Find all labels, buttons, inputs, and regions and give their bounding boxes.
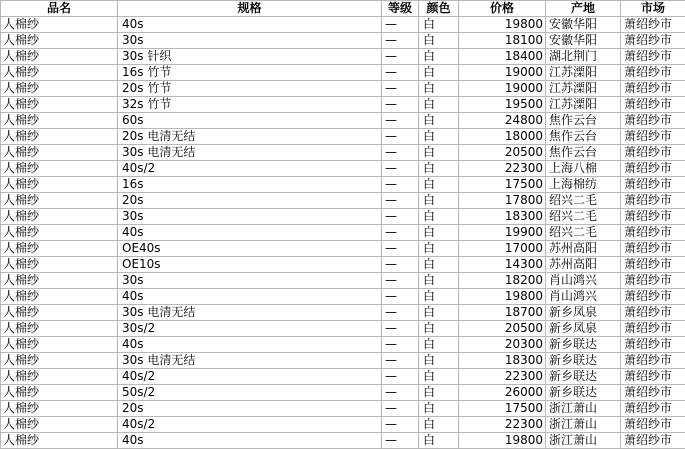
grade-cell: — [382,97,419,113]
price-cell: 18400 [459,49,546,65]
origin-cell: 苏州高阳 [546,257,621,273]
table-row [1,225,685,241]
table-body [1,17,685,449]
market-cell: 萧绍纱市 [621,97,685,113]
product-name-cell: 人棉纱 [1,65,118,81]
header-market: 市场 [621,1,685,17]
color-cell: 白 [419,193,459,209]
table-row [1,273,685,289]
grade-cell: — [382,273,419,289]
grade-cell: — [382,257,419,273]
market-cell: 萧绍纱市 [621,353,685,369]
table-row [1,113,685,129]
market-cell: 萧绍纱市 [621,337,685,353]
origin-cell: 苏州高阳 [546,241,621,257]
header-color: 颜色 [419,1,459,17]
product-name-cell: 人棉纱 [1,241,118,257]
market-cell: 萧绍纱市 [621,113,685,129]
price-cell: 22300 [459,417,546,433]
color-cell: 白 [419,145,459,161]
specification-cell: OE40s [118,241,382,257]
origin-cell: 浙江萧山 [546,417,621,433]
price-cell: 17000 [459,241,546,257]
origin-cell: 绍兴二毛 [546,193,621,209]
price-cell: 14300 [459,257,546,273]
grade-cell: — [382,113,419,129]
origin-cell: 安徽华阳 [546,17,621,33]
grade-cell: — [382,65,419,81]
market-cell: 萧绍纱市 [621,161,685,177]
grade-cell: — [382,225,419,241]
specification-cell: 20s 电清无结 [118,129,382,145]
market-cell: 萧绍纱市 [621,305,685,321]
product-name-cell: 人棉纱 [1,193,118,209]
market-cell: 萧绍纱市 [621,257,685,273]
price-cell: 19800 [459,289,546,305]
table-row [1,97,685,113]
product-name-cell: 人棉纱 [1,401,118,417]
table-row [1,161,685,177]
color-cell: 白 [419,337,459,353]
grade-cell: — [382,289,419,305]
specification-cell: 16s 竹节 [118,65,382,81]
market-cell: 萧绍纱市 [621,401,685,417]
grade-cell: — [382,353,419,369]
origin-cell: 焦作云台 [546,129,621,145]
color-cell: 白 [419,353,459,369]
specification-cell: 50s/2 [118,385,382,401]
table-row [1,385,685,401]
price-cell: 17500 [459,401,546,417]
specification-cell: 30s 电清无结 [118,353,382,369]
origin-cell: 新乡凤泉 [546,305,621,321]
table-row [1,177,685,193]
grade-cell: — [382,193,419,209]
header-price: 价格 [459,1,546,17]
origin-cell: 肖山鸿兴 [546,273,621,289]
color-cell: 白 [419,273,459,289]
origin-cell: 新乡联达 [546,369,621,385]
color-cell: 白 [419,289,459,305]
color-cell: 白 [419,177,459,193]
color-cell: 白 [419,49,459,65]
specification-cell: 20s [118,193,382,209]
grade-cell: — [382,321,419,337]
origin-cell: 江苏溧阳 [546,81,621,97]
product-name-cell: 人棉纱 [1,33,118,49]
origin-cell: 绍兴二毛 [546,225,621,241]
grade-cell: — [382,241,419,257]
market-cell: 萧绍纱市 [621,417,685,433]
origin-cell: 绍兴二毛 [546,209,621,225]
market-cell: 萧绍纱市 [621,225,685,241]
product-name-cell: 人棉纱 [1,305,118,321]
price-cell: 18000 [459,129,546,145]
table-row [1,257,685,273]
table-row [1,81,685,97]
market-cell: 萧绍纱市 [621,289,685,305]
origin-cell: 肖山鸿兴 [546,289,621,305]
origin-cell: 浙江萧山 [546,401,621,417]
product-name-cell: 人棉纱 [1,353,118,369]
color-cell: 白 [419,385,459,401]
product-name-cell: 人棉纱 [1,209,118,225]
header-origin: 产地 [546,1,621,17]
origin-cell: 新乡联达 [546,353,621,369]
market-cell: 萧绍纱市 [621,17,685,33]
grade-cell: — [382,17,419,33]
market-cell: 萧绍纱市 [621,65,685,81]
market-cell: 萧绍纱市 [621,49,685,65]
header-row [1,1,685,17]
product-name-cell: 人棉纱 [1,129,118,145]
specification-cell: 32s 竹节 [118,97,382,113]
grade-cell: — [382,385,419,401]
grade-cell: — [382,433,419,449]
color-cell: 白 [419,209,459,225]
specification-cell: 60s [118,113,382,129]
market-cell: 萧绍纱市 [621,193,685,209]
specification-cell: 20s 竹节 [118,81,382,97]
origin-cell: 焦作云台 [546,145,621,161]
origin-cell: 江苏溧阳 [546,97,621,113]
product-name-cell: 人棉纱 [1,177,118,193]
price-cell: 22300 [459,369,546,385]
price-cell: 17500 [459,177,546,193]
specification-cell: 30s [118,33,382,49]
grade-cell: — [382,305,419,321]
market-cell: 萧绍纱市 [621,273,685,289]
specification-cell: 40s/2 [118,161,382,177]
price-cell: 19800 [459,433,546,449]
product-name-cell: 人棉纱 [1,49,118,65]
specification-cell: OE10s [118,257,382,273]
grade-cell: — [382,369,419,385]
table-row [1,289,685,305]
grade-cell: — [382,209,419,225]
specification-cell: 40s [118,433,382,449]
product-name-cell: 人棉纱 [1,257,118,273]
grade-cell: — [382,417,419,433]
specification-cell: 40s/2 [118,417,382,433]
product-name-cell: 人棉纱 [1,417,118,433]
origin-cell: 上海八棉 [546,161,621,177]
table-row [1,145,685,161]
specification-cell: 40s [118,289,382,305]
specification-cell: 16s [118,177,382,193]
table-row [1,49,685,65]
market-cell: 萧绍纱市 [621,369,685,385]
color-cell: 白 [419,257,459,273]
grade-cell: — [382,129,419,145]
table-row [1,129,685,145]
market-cell: 萧绍纱市 [621,145,685,161]
price-cell: 20500 [459,145,546,161]
specification-cell: 30s/2 [118,321,382,337]
price-cell: 18200 [459,273,546,289]
product-name-cell: 人棉纱 [1,145,118,161]
product-name-cell: 人棉纱 [1,17,118,33]
color-cell: 白 [419,433,459,449]
product-name-cell: 人棉纱 [1,337,118,353]
specification-cell: 30s 针织 [118,49,382,65]
color-cell: 白 [419,305,459,321]
origin-cell: 焦作云台 [546,113,621,129]
price-cell: 18300 [459,353,546,369]
color-cell: 白 [419,113,459,129]
market-cell: 萧绍纱市 [621,385,685,401]
color-cell: 白 [419,369,459,385]
color-cell: 白 [419,241,459,257]
specification-cell: 40s [118,17,382,33]
table-row [1,321,685,337]
market-cell: 萧绍纱市 [621,241,685,257]
table-header [1,1,685,17]
table-row [1,193,685,209]
specification-cell: 30s 电清无结 [118,145,382,161]
table-row [1,305,685,321]
market-cell: 萧绍纱市 [621,177,685,193]
table-row [1,417,685,433]
table-row [1,401,685,417]
price-cell: 18300 [459,209,546,225]
market-cell: 萧绍纱市 [621,209,685,225]
header-grade: 等级 [382,1,419,17]
table-row [1,353,685,369]
origin-cell: 新乡联达 [546,385,621,401]
price-cell: 19900 [459,225,546,241]
product-name-cell: 人棉纱 [1,321,118,337]
product-name-cell: 人棉纱 [1,113,118,129]
grade-cell: — [382,177,419,193]
specification-cell: 30s [118,209,382,225]
price-cell: 26000 [459,385,546,401]
price-cell: 18700 [459,305,546,321]
market-cell: 萧绍纱市 [621,321,685,337]
table-row [1,369,685,385]
color-cell: 白 [419,97,459,113]
color-cell: 白 [419,129,459,145]
origin-cell: 江苏溧阳 [546,65,621,81]
product-name-cell: 人棉纱 [1,273,118,289]
grade-cell: — [382,145,419,161]
color-cell: 白 [419,65,459,81]
color-cell: 白 [419,161,459,177]
table-row [1,65,685,81]
grade-cell: — [382,337,419,353]
price-cell: 22300 [459,161,546,177]
color-cell: 白 [419,81,459,97]
product-name-cell: 人棉纱 [1,225,118,241]
color-cell: 白 [419,401,459,417]
price-cell: 19800 [459,17,546,33]
specification-cell: 40s [118,225,382,241]
price-cell: 24800 [459,113,546,129]
table-row [1,33,685,49]
price-cell: 20300 [459,337,546,353]
market-cell: 萧绍纱市 [621,33,685,49]
table-row [1,209,685,225]
product-name-cell: 人棉纱 [1,97,118,113]
product-name-cell: 人棉纱 [1,385,118,401]
origin-cell: 浙江萧山 [546,433,621,449]
color-cell: 白 [419,321,459,337]
origin-cell: 新乡凤泉 [546,321,621,337]
color-cell: 白 [419,17,459,33]
origin-cell: 安徽华阳 [546,33,621,49]
market-cell: 萧绍纱市 [621,433,685,449]
specification-cell: 30s [118,273,382,289]
origin-cell: 湖北荆门 [546,49,621,65]
product-name-cell: 人棉纱 [1,369,118,385]
price-cell: 18100 [459,33,546,49]
table-row [1,241,685,257]
product-name-cell: 人棉纱 [1,81,118,97]
product-name-cell: 人棉纱 [1,433,118,449]
market-cell: 萧绍纱市 [621,129,685,145]
product-name-cell: 人棉纱 [1,161,118,177]
price-cell: 19500 [459,97,546,113]
specification-cell: 40s [118,337,382,353]
price-cell: 19000 [459,81,546,97]
origin-cell: 上海棉纺 [546,177,621,193]
grade-cell: — [382,401,419,417]
market-cell: 萧绍纱市 [621,81,685,97]
grade-cell: — [382,161,419,177]
price-cell: 19000 [459,65,546,81]
grade-cell: — [382,81,419,97]
grade-cell: — [382,49,419,65]
grade-cell: — [382,33,419,49]
header-product-name: 品名 [1,1,118,17]
table-row [1,17,685,33]
price-cell: 20500 [459,321,546,337]
color-cell: 白 [419,33,459,49]
header-specification: 规格 [118,1,382,17]
specification-cell: 20s [118,401,382,417]
specification-cell: 40s/2 [118,369,382,385]
origin-cell: 新乡联达 [546,337,621,353]
product-name-cell: 人棉纱 [1,289,118,305]
price-cell: 17800 [459,193,546,209]
color-cell: 白 [419,417,459,433]
table-row [1,337,685,353]
table-row [1,433,685,449]
specification-cell: 30s 电清无结 [118,305,382,321]
color-cell: 白 [419,225,459,241]
